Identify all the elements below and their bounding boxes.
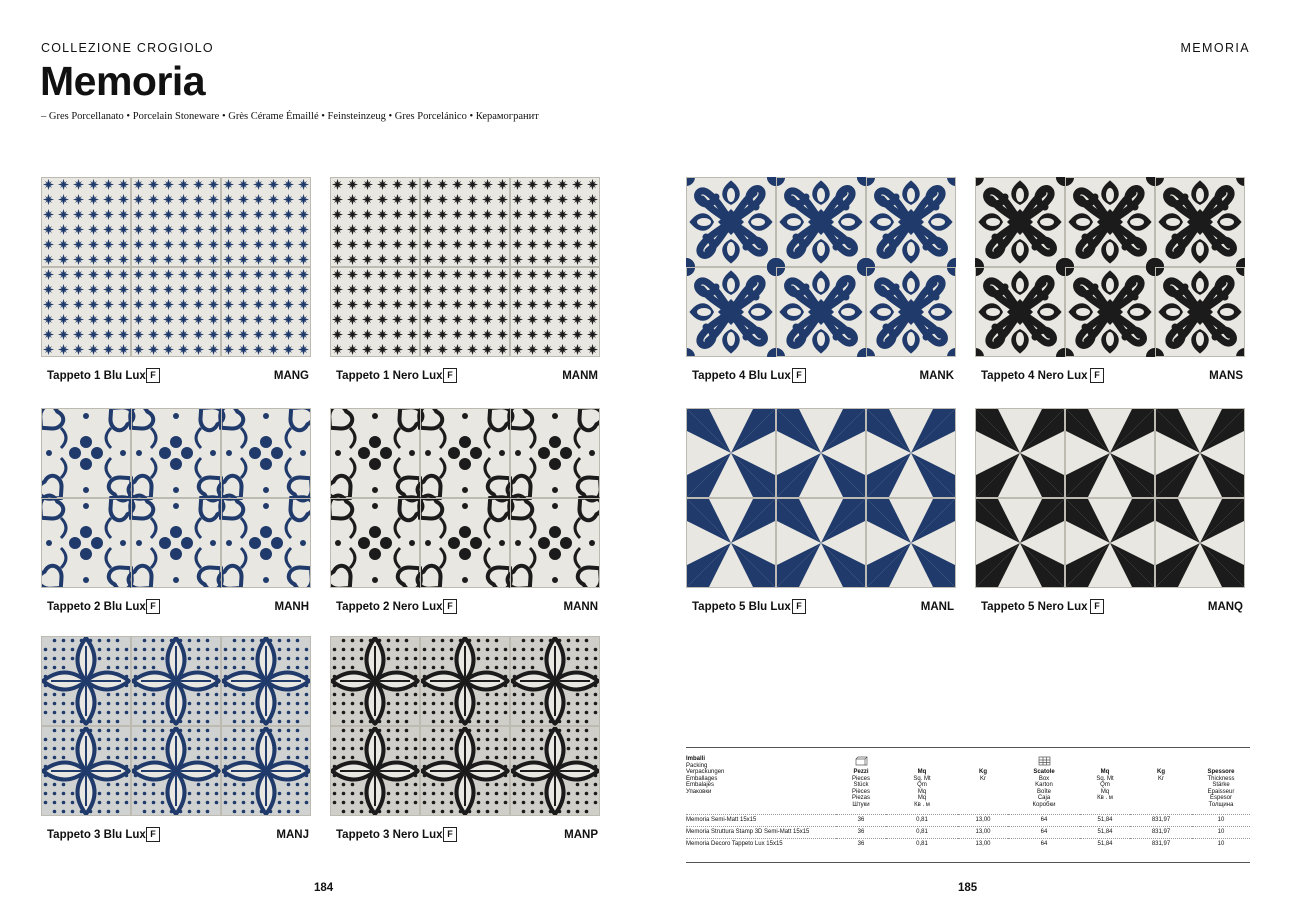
table-header-cell <box>958 756 1008 815</box>
table-cell: 10 <box>1192 827 1250 839</box>
page-title: Memoria <box>40 58 206 104</box>
tile-name: Tappeto 4 Blu Lux <box>692 370 791 382</box>
tile-pattern-svg <box>330 408 600 588</box>
header-line: Qm <box>917 782 927 788</box>
header-line: Кв . м <box>914 801 930 808</box>
header-line: Karton <box>1035 782 1053 788</box>
table-cell: 51,84 <box>1080 839 1130 851</box>
finish-badge: F <box>443 599 457 614</box>
tile-name: Tappeto 2 Nero Lux <box>336 601 443 613</box>
tile-pattern-svg <box>330 177 600 357</box>
tile-code: MANN <box>563 601 598 613</box>
table-row <box>686 815 1250 827</box>
table-cell: 13,00 <box>958 815 1008 827</box>
tile-caption <box>336 368 598 386</box>
tile-name: Tappeto 5 Nero Lux <box>981 601 1088 613</box>
tile-caption <box>981 599 1243 617</box>
table-cell: 10 <box>1192 839 1250 851</box>
header-line: Mq <box>917 795 927 801</box>
tile-name: Tappeto 1 Nero Lux <box>336 370 443 382</box>
table-cell: 831,97 <box>1130 815 1192 827</box>
tile-name: Tappeto 5 Blu Lux <box>692 601 791 613</box>
packing-table <box>686 747 1250 863</box>
finish-badge: F <box>1090 368 1104 383</box>
header-line: Spessore <box>1207 769 1235 775</box>
header-line: Mq <box>1100 769 1110 775</box>
tile-code: MANP <box>564 829 598 841</box>
header-line: Kr <box>1158 775 1164 782</box>
tile-pattern-svg <box>686 408 956 588</box>
finish-badge: F <box>146 599 160 614</box>
header-line: Sq. Mt <box>913 775 931 782</box>
tile-code: MANQ <box>1207 601 1243 613</box>
tile-swatch[interactable] <box>686 408 956 588</box>
page-number-left: 184 <box>314 882 334 894</box>
tile-pattern-svg <box>975 177 1245 357</box>
header-line: Stück <box>853 782 869 788</box>
table-header-row <box>686 756 1250 815</box>
tile-caption <box>47 599 309 617</box>
header-line: Packing <box>686 762 708 769</box>
tile-code: MANM <box>562 370 598 382</box>
header-line: Mq <box>917 769 927 775</box>
finish-badge: F <box>146 368 160 383</box>
material-subtitle: – Gres Porcellanato • Porcelain Stoneware • Grès Cérame Émaillé • Feinsteinzeug • Gres Porcelánico • Керамогранит <box>41 111 539 122</box>
table-cell: 51,84 <box>1080 815 1130 827</box>
tile-swatch[interactable] <box>41 636 311 816</box>
tile-swatch[interactable] <box>41 177 311 357</box>
tile-swatch[interactable] <box>975 408 1245 588</box>
header-line: Mq <box>917 788 927 795</box>
table-cell: 831,97 <box>1130 827 1192 839</box>
header-line: Espesor <box>1209 795 1232 801</box>
tile-pattern-svg <box>41 408 311 588</box>
table-header-cell <box>686 756 836 815</box>
page-number-right: 185 <box>958 882 978 894</box>
table-cell: 36 <box>836 815 886 827</box>
header-line: Упаковки <box>686 788 712 795</box>
tile-caption <box>981 368 1243 386</box>
header-line: Штуки <box>852 801 870 808</box>
table-cell: 64 <box>1008 839 1080 851</box>
header-line: Epaisseur <box>1207 788 1235 795</box>
finish-badge: F <box>792 599 806 614</box>
tile-caption <box>47 368 309 386</box>
table-cell: 831,97 <box>1130 839 1192 851</box>
table-cell: 0,81 <box>886 815 958 827</box>
tile-pattern-svg <box>686 177 956 357</box>
tile-caption <box>692 599 954 617</box>
table-header-cell <box>1192 756 1250 815</box>
table-header-cell <box>1080 756 1130 815</box>
tile-name: Tappeto 3 Blu Lux <box>47 829 146 841</box>
packing-spec-table <box>686 756 1250 850</box>
table-cell: 10 <box>1192 815 1250 827</box>
header-line: Коробки <box>1032 801 1056 808</box>
table-row <box>686 839 1250 851</box>
table-header-cell <box>1008 756 1080 815</box>
header-line: Qm <box>1100 782 1110 788</box>
tile-pattern-svg <box>975 408 1245 588</box>
finish-badge: F <box>443 368 457 383</box>
finish-badge: F <box>792 368 806 383</box>
header-line: Embalajes <box>686 782 715 788</box>
header-line: Pieces <box>851 775 870 782</box>
table-cell: 0,81 <box>886 827 958 839</box>
table-cell: 36 <box>836 827 886 839</box>
running-head: MEMORIA <box>1180 41 1250 55</box>
tile-swatch[interactable] <box>330 636 600 816</box>
header-line: Pièces <box>851 788 870 795</box>
header-line: Кв . м <box>1097 795 1113 801</box>
tile-pattern-svg <box>330 636 600 816</box>
tile-name: Tappeto 3 Nero Lux <box>336 829 443 841</box>
table-cell: 51,84 <box>1080 827 1130 839</box>
header-line: Box <box>1038 775 1050 782</box>
header-line: Pezzi <box>853 769 869 775</box>
header-line: Mq <box>1100 788 1110 795</box>
table-header-cell <box>886 756 958 815</box>
table-cell: 64 <box>1008 815 1080 827</box>
tile-code: MANH <box>274 601 309 613</box>
finish-badge: F <box>1090 599 1104 614</box>
table-cell: 13,00 <box>958 827 1008 839</box>
table-cell: Memoria Semi-Matt 15x15 <box>686 815 836 827</box>
table-header-cell <box>1130 756 1192 815</box>
table-cell: 64 <box>1008 827 1080 839</box>
header-line: Verpackungen <box>686 769 725 775</box>
header-line: Piezas <box>851 795 870 801</box>
table-cell: Memoria Decoro Tappeto Lux 15x15 <box>686 839 836 851</box>
header-line: Kg <box>1157 769 1165 775</box>
box-icon <box>855 756 868 766</box>
tile-caption <box>336 599 598 617</box>
tile-swatch[interactable] <box>330 408 600 588</box>
tile-caption <box>336 827 598 845</box>
tile-code: MANG <box>273 370 309 382</box>
table-header-cell <box>836 756 886 815</box>
header-line: Emballages <box>686 775 718 782</box>
header-line: Stärke <box>1212 782 1230 788</box>
header-line: Thickness <box>1207 775 1235 782</box>
header-line: Boîte <box>1036 788 1051 795</box>
header-line: Kg <box>979 769 987 775</box>
finish-badge: F <box>146 827 160 842</box>
header-line: Kr <box>980 775 986 782</box>
tile-pattern-svg <box>41 177 311 357</box>
tile-name: Tappeto 2 Blu Lux <box>47 601 146 613</box>
finish-badge: F <box>443 827 457 842</box>
table-cell: 0,81 <box>886 839 958 851</box>
table-cell: 13,00 <box>958 839 1008 851</box>
tile-pattern-svg <box>41 636 311 816</box>
tile-name: Tappeto 4 Nero Lux <box>981 370 1088 382</box>
tile-code: MANL <box>920 601 954 613</box>
table-cell: Memoria Struttura Stamp 3D Semi-Matt 15x15 <box>686 827 836 839</box>
tile-swatch[interactable] <box>41 408 311 588</box>
tile-caption <box>47 827 309 845</box>
tile-name: Tappeto 1 Blu Lux <box>47 370 146 382</box>
header-line: Scatole <box>1033 769 1055 775</box>
tile-code: MANK <box>919 370 954 382</box>
tile-swatch[interactable] <box>686 177 956 357</box>
pallet-icon <box>1038 756 1051 766</box>
tile-code: MANS <box>1209 370 1243 382</box>
header-line: Imballi <box>686 756 706 762</box>
table-body <box>686 815 1250 851</box>
tile-swatch[interactable] <box>975 177 1245 357</box>
table-row <box>686 827 1250 839</box>
header-line: Толщина <box>1208 801 1234 808</box>
header-line: Caja <box>1037 795 1051 801</box>
table-cell: 36 <box>836 839 886 851</box>
tile-code: MANJ <box>276 829 309 841</box>
tile-swatch[interactable] <box>330 177 600 357</box>
header-line: Sq. Mt <box>1096 775 1114 782</box>
collection-label: COLLEZIONE CROGIOLO <box>41 41 214 55</box>
tile-caption <box>692 368 954 386</box>
